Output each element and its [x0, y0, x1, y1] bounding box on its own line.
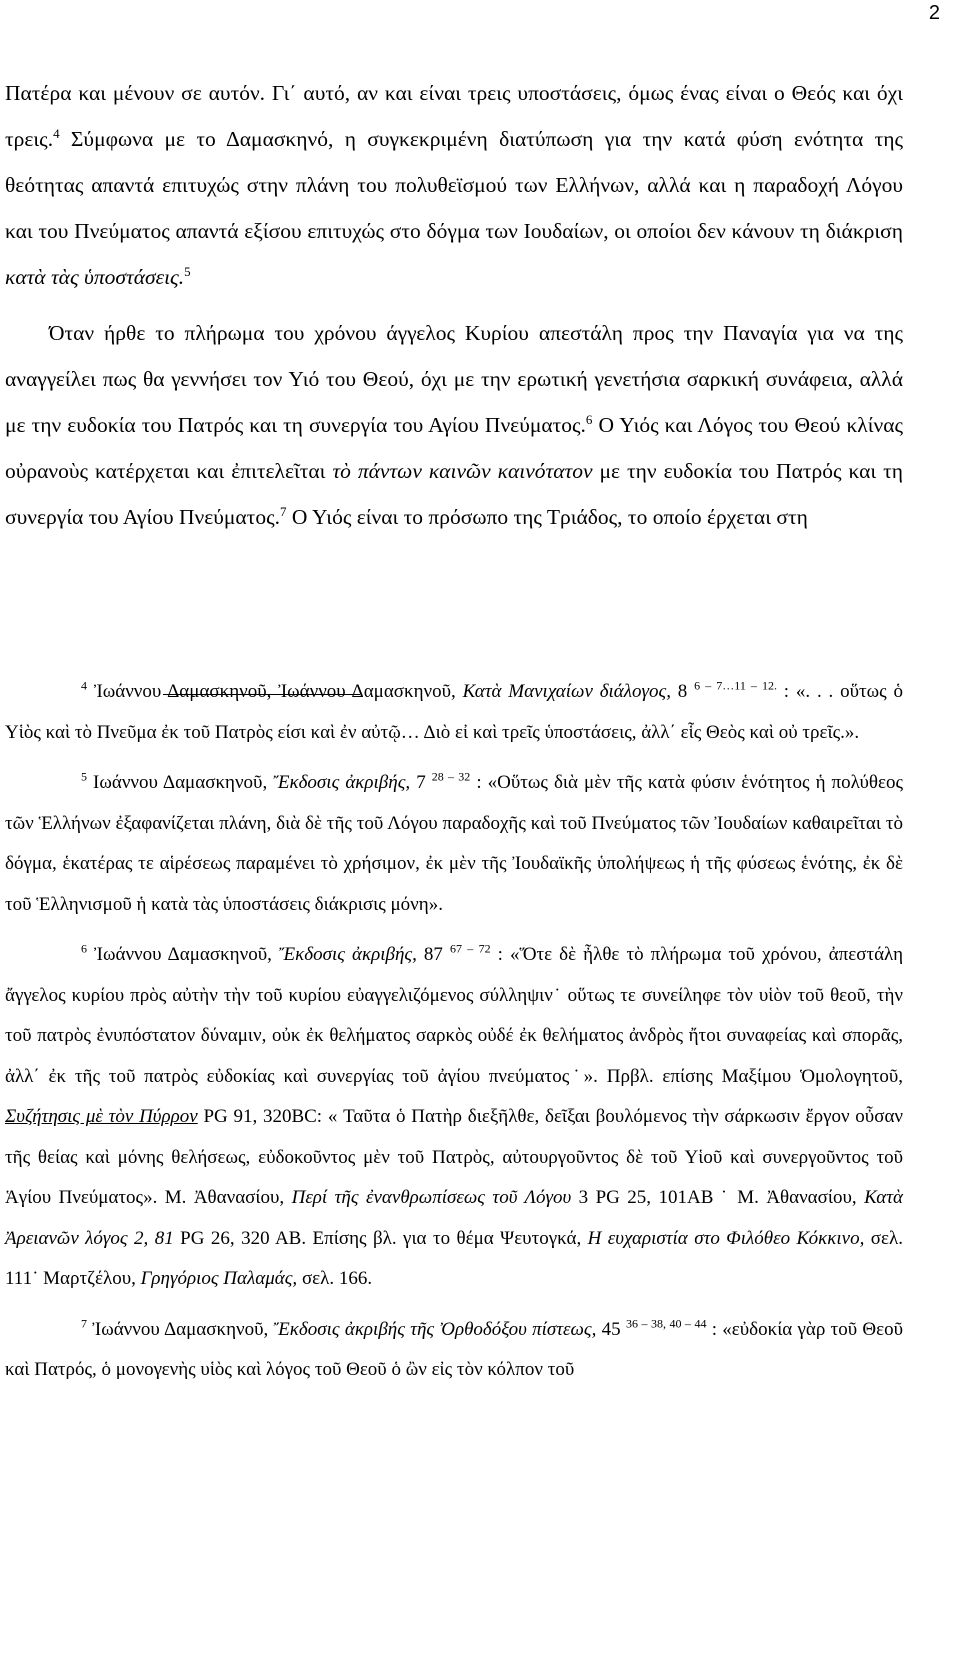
paragraph-2: [5, 310, 903, 540]
superscript: 28 – 32: [431, 769, 471, 784]
footnote-num: 5: [81, 769, 87, 784]
text: PG 26, 320 AB. Επίσης βλ. για το θέμα Ψευτογκά,: [173, 1227, 588, 1249]
footnote-num: 7: [81, 1316, 87, 1331]
footnote-7: [5, 1310, 903, 1391]
text: Πατέρα και μένουν σε αυτόν. Γι΄ αυτό, αν και είναι τρεις υποστάσεις, όμως ένας είναι ο Θεός και όχι τρεις.: [5, 81, 903, 151]
text: Όταν ήρθε το πλήρωμα του χρόνου άγγελος Κυρίου απεστάλη προς την Παναγία για να της αναγγείλει πως θα γεννήσει τον Υιό του Θεού, όχι με την ερωτική γενετήσια σαρκική συνάφεια, αλλά με την ευδοκία του Πατρός και τη συνεργία του Αγίου Πνεύματος.: [5, 321, 903, 437]
italic-text: Περί τῆς ἐνανθρωπίσεως τοῦ Λόγου: [291, 1187, 572, 1208]
main-text: [5, 70, 903, 540]
text: PG 91, 320BC: « Ταῦτα ὁ Πατὴρ διεξῆλθε, δεῖξαι βουλόμενος τὴν σάρκωσιν ἔργον οὖσαν τῆς θείας καὶ μόνης θελήσεως, εὐδοκοῦντος μὲν τοῦ Πατρὸς, αὐτουργοῦντος δὲ τοῦ Υἱοῦ καὶ συνεργοῦντος τοῦ Ἁγίου Πνεύματος». Μ. Ἀθανασίου,: [5, 1106, 903, 1208]
footnote-number: [5, 941, 87, 965]
text: Ἰωάννου Δαμασκηνοῦ, Ἰωάννου Δαμασκηνοῦ,: [87, 681, 463, 702]
text: σελ. 111˙ Μαρτζέλου,: [5, 1227, 903, 1289]
italic-text: τὸ πάντων καινῶν καινότατον: [332, 459, 593, 483]
text: : «Ὅτε δὲ ἦλθε τὸ πλήρωμα τοῦ χρόνου, ἀπεστάλη ἄγγελος κυρίου πρὸς αὐτὴν τὴν τοῦ κυρίου εὐαγγελιζόμενος σύλληψιν˙ οὕτως τε συνείληφε τὸν υἱὸν τοῦ θεοῦ, τὴν τοῦ πατρὸς ἐνυπόστατον δύναμιν, οὐκ ἐκ θελήματος σαρκὸς οὐδέ ἐκ θελήματος ἀνδρὸς ἤτοι συναφείας καὶ σπορᾶς, ἀλλ΄ ἐκ τῆς τοῦ πατρὸς εὐδοκίας καὶ συνεργίας τοῦ ἀγίου πνεύματος˙». Πρβλ. επίσης Μαξίμου Ὁμολογητοῦ,: [5, 944, 904, 1087]
footnote-6: [5, 935, 903, 1300]
footnote-num: 4: [81, 678, 87, 693]
text: Ο Υιός και Λόγος του Θεού κλίνας οὐρανοὺς κατέρχεται και ἐπιτελεῖται: [5, 413, 903, 483]
text: σελ. 166.: [297, 1268, 373, 1289]
text: 8: [670, 681, 695, 702]
footnote-number: [5, 769, 87, 793]
italic-text: Γρηγόριος Παλαμάς,: [140, 1268, 298, 1289]
italic-text: Ἔκδοσις ἀκριβής τῆς Ὀρθοδόξου πίστεως,: [273, 1318, 597, 1340]
text: Ἰωάννου Δαμασκηνοῦ,: [87, 1318, 274, 1340]
paragraph-1: [5, 70, 903, 300]
text: 45: [596, 1318, 626, 1340]
footnotes: [5, 672, 903, 1391]
footnote-number: [5, 1316, 87, 1340]
text: Ιωάννου Δαμασκηνοῦ,: [87, 772, 274, 793]
footnote-ref-7[interactable]: 7: [279, 503, 287, 519]
text: με την ευδοκία του Πατρός και τη συνεργία του Αγίου Πνεύματος.: [5, 459, 903, 529]
italic-text: κατὰ τὰς ὑποστάσεις.: [5, 265, 185, 289]
superscript: 6 – 7…11 – 12.: [694, 678, 777, 693]
text: : «Οὕτως διὰ μὲν τῆς κατὰ φύσιν ἑνότητος ἡ πολύθεος τῶν Ἑλλήνων ἐξαφανίζεται πλάνη, διὰ δὲ τῆς τοῦ Λόγου παραδοχῆς καὶ τοῦ Πνεύματος τῶν Ἰουδαίων καθαιρεῖται τὸ δόγμα, ἑκατέρας τε αἱρέσεως παραμένει τὸ χρήσιμον, ἐκ μὲν τῆς Ἰουδαϊκῆς ὑπολήψεως ἡ τῆς φύσεως ἑνότης, ἐκ δὲ τοῦ Ἑλληνισμοῦ ἡ κατὰ τὰς ὑποστάσεις διάκρισις μόνη».: [5, 772, 904, 915]
text: Ο Υιός είναι το πρόσωπο της Τριάδος, το οποίο έρχεται στη: [286, 505, 808, 529]
superscript: 36 – 38, 40 – 44: [625, 1316, 707, 1331]
footnote-ref-5[interactable]: 5: [184, 263, 191, 279]
text: Σύμφωνα με το Δαμασκηνό, η συγκεκριμένη διατύπωση για την κατά φύση ενότητα της θεότητας απαντά επιτυχώς στην πλάνη του πολυθεϊσμού των Ελλήνων, αλλά και η παραδοχή Λόγου και του Πνεύματος απαντά εξίσου επιτυχώς στο δόγμα των Ιουδαίων, οι οποίοι δεν κάνουν τη διάκριση: [5, 127, 903, 243]
italic-underlined-text: Συζήτησις μὲ τὸν Πύρρον: [5, 1106, 198, 1127]
italic-text: Κατὰ Μανιχαίων διάλογος,: [462, 681, 671, 702]
text: 3 PG 25, 101AB ˙ Μ. Ἀθανασίου,: [571, 1187, 865, 1208]
page-number: 2: [928, 2, 940, 24]
footnote-ref-4[interactable]: 4: [53, 125, 60, 141]
text: 87: [416, 944, 450, 965]
text: Ἰωάννου Δαμασκηνοῦ,: [87, 944, 279, 965]
text: : «εὐδοκία γὰρ τοῦ Θεοῦ καὶ Πατρός, ὁ μονογενὴς υἱὸς καὶ λόγος τοῦ Θεοῦ ὁ ὢν εἰς τὸν κόλπον τοῦ: [5, 1318, 904, 1380]
footnote-ref-6[interactable]: 6: [585, 411, 593, 427]
footnote-4: [5, 672, 903, 753]
italic-text: Κατὰ Ἀρειανῶν λόγος 2, 81: [5, 1187, 903, 1249]
superscript: 67 – 72: [449, 941, 491, 956]
footnote-5: [5, 763, 903, 925]
text: : «. . . οὕτως ὁ Υἱὸς καὶ τὸ Πνεῦμα ἐκ τοῦ Πατρὸς είσι καὶ ἐν αὐτῷ… Διὸ εἰ καὶ τρεῖς ὑποστάσεις, ἀλλ΄ εἷς Θεὸς καὶ οὐ τρεῖς.».: [5, 681, 903, 743]
italic-text: Ἔκδοσις ἀκριβής,: [273, 772, 411, 793]
footnote-num: 6: [81, 941, 87, 956]
footnote-number: [5, 678, 87, 702]
italic-text: Η ευχαριστία στο Φιλόθεο Κόκκινο,: [587, 1227, 865, 1249]
italic-text: Ἔκδοσις ἀκριβής,: [278, 944, 417, 965]
text: 7: [410, 772, 432, 793]
